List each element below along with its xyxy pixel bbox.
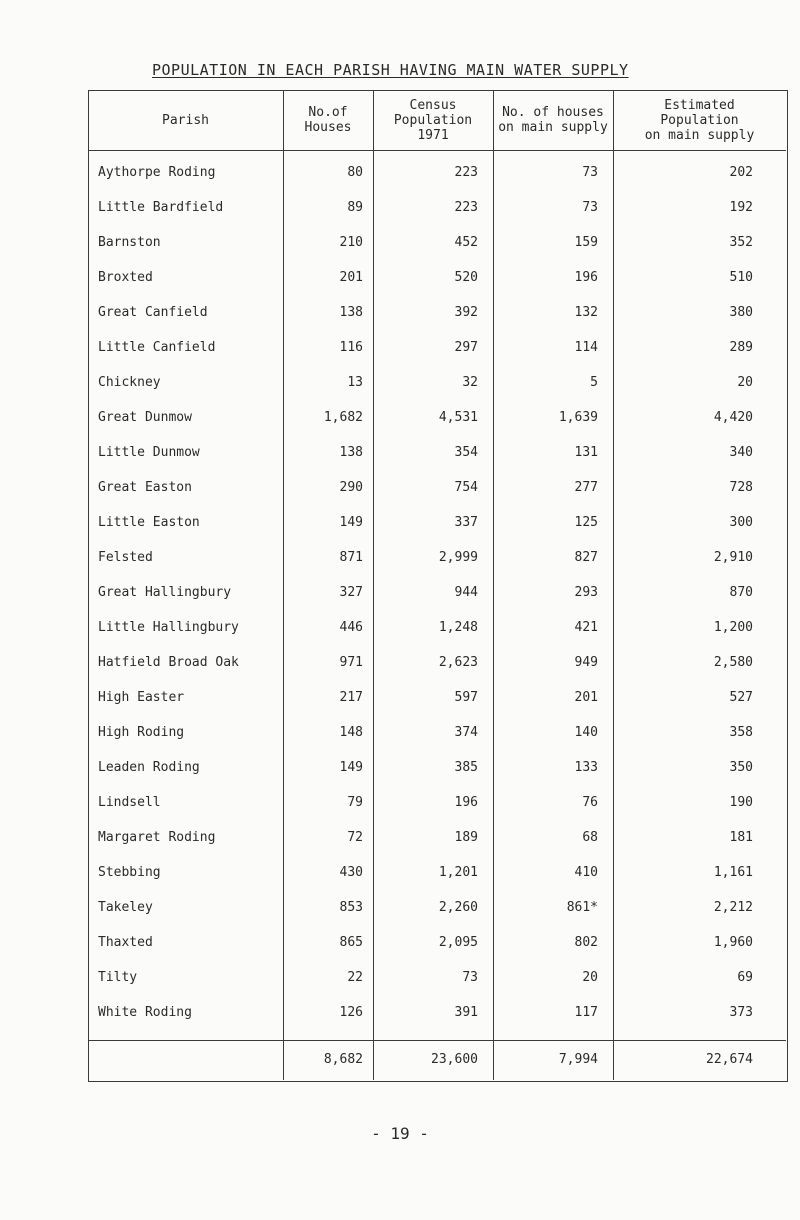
total-census: 23,600 bbox=[431, 1052, 478, 1067]
census-population: 2,623 bbox=[438, 655, 478, 670]
houses-on-main: 140 bbox=[574, 725, 598, 740]
header-houses-on-main bbox=[493, 90, 613, 150]
total-houses-on-main: 7,994 bbox=[558, 1052, 598, 1067]
parish-name: Little Canfield bbox=[98, 340, 216, 355]
estimated-population: 192 bbox=[729, 200, 753, 215]
house-count: 865 bbox=[339, 935, 363, 950]
house-count: 79 bbox=[347, 795, 363, 810]
parish-name: Stebbing bbox=[98, 865, 161, 880]
water-supply-table bbox=[88, 90, 788, 1090]
table-row bbox=[88, 228, 788, 258]
estimated-population: 870 bbox=[729, 585, 753, 600]
census-population: 223 bbox=[454, 165, 478, 180]
parish-name: High Roding bbox=[98, 725, 185, 740]
estimated-population: 181 bbox=[729, 830, 753, 845]
census-population: 391 bbox=[454, 1005, 478, 1020]
house-count: 217 bbox=[339, 690, 363, 705]
parish-name: High Easter bbox=[98, 690, 185, 705]
census-population: 385 bbox=[454, 760, 478, 775]
census-population: 196 bbox=[454, 795, 478, 810]
house-count: 89 bbox=[347, 200, 363, 215]
houses-on-main: 131 bbox=[574, 445, 598, 460]
table-row bbox=[88, 298, 788, 328]
house-count: 116 bbox=[339, 340, 363, 355]
estimated-population: 2,580 bbox=[713, 655, 753, 670]
header-houses-label: No.of Houses bbox=[304, 105, 352, 135]
parish-name: Barnston bbox=[98, 235, 161, 250]
houses-on-main: 421 bbox=[574, 620, 598, 635]
house-count: 149 bbox=[339, 760, 363, 775]
parish-name: Aythorpe Roding bbox=[98, 165, 216, 180]
census-population: 520 bbox=[454, 270, 478, 285]
header-houses bbox=[283, 90, 373, 150]
house-count: 1,682 bbox=[323, 410, 363, 425]
houses-on-main: 159 bbox=[574, 235, 598, 250]
houses-on-main: 73 bbox=[582, 200, 598, 215]
header-census bbox=[373, 90, 493, 150]
parish-name: Little Dunmow bbox=[98, 445, 200, 460]
houses-on-main: 132 bbox=[574, 305, 598, 320]
parish-name: Lindsell bbox=[98, 795, 161, 810]
table-row bbox=[88, 613, 788, 643]
total-estimated: 22,674 bbox=[706, 1052, 753, 1067]
table-row bbox=[88, 998, 788, 1028]
estimated-population: 358 bbox=[729, 725, 753, 740]
table-row bbox=[88, 403, 788, 433]
header-rule bbox=[88, 150, 786, 151]
parish-name: Little Hallingbury bbox=[98, 620, 239, 635]
estimated-population: 380 bbox=[729, 305, 753, 320]
census-population: 4,531 bbox=[438, 410, 478, 425]
houses-on-main: 5 bbox=[590, 375, 598, 390]
house-count: 853 bbox=[339, 900, 363, 915]
house-count: 80 bbox=[347, 165, 363, 180]
table-row bbox=[88, 368, 788, 398]
table-row bbox=[88, 473, 788, 503]
house-count: 13 bbox=[347, 375, 363, 390]
estimated-population: 69 bbox=[737, 970, 753, 985]
estimated-population: 728 bbox=[729, 480, 753, 495]
table-row bbox=[88, 263, 788, 293]
houses-on-main: 117 bbox=[574, 1005, 598, 1020]
house-count: 446 bbox=[339, 620, 363, 635]
house-count: 22 bbox=[347, 970, 363, 985]
table-row bbox=[88, 893, 788, 923]
parish-name: Great Hallingbury bbox=[98, 585, 232, 600]
parish-name: Broxted bbox=[98, 270, 153, 285]
table-row bbox=[88, 928, 788, 958]
census-population: 189 bbox=[454, 830, 478, 845]
estimated-population: 1,200 bbox=[713, 620, 753, 635]
house-count: 210 bbox=[339, 235, 363, 250]
header-census-label: Census Population 1971 bbox=[393, 97, 473, 143]
estimated-population: 1,960 bbox=[713, 935, 753, 950]
table-row bbox=[88, 648, 788, 678]
total-houses: 8,682 bbox=[323, 1052, 363, 1067]
houses-on-main: 73 bbox=[582, 165, 598, 180]
table-row bbox=[88, 438, 788, 468]
parish-name: Leaden Roding bbox=[98, 760, 200, 775]
header-parish-label: Parish bbox=[162, 112, 209, 128]
house-count: 72 bbox=[347, 830, 363, 845]
parish-name: Hatfield Broad Oak bbox=[98, 655, 239, 670]
census-population: 452 bbox=[454, 235, 478, 250]
parish-name: Margaret Roding bbox=[98, 830, 216, 845]
parish-name: Little Bardfield bbox=[98, 200, 224, 215]
header-parish bbox=[88, 90, 283, 150]
census-population: 597 bbox=[454, 690, 478, 705]
estimated-population: 300 bbox=[729, 515, 753, 530]
parish-name: Takeley bbox=[98, 900, 153, 915]
table-row bbox=[88, 333, 788, 363]
parish-name: White Roding bbox=[98, 1005, 192, 1020]
parish-name: Great Canfield bbox=[98, 305, 208, 320]
table-row bbox=[88, 858, 788, 888]
census-population: 2,260 bbox=[438, 900, 478, 915]
estimated-population: 190 bbox=[729, 795, 753, 810]
total-row bbox=[88, 1040, 788, 1080]
house-count: 327 bbox=[339, 585, 363, 600]
parish-name: Felsted bbox=[98, 550, 153, 565]
house-count: 430 bbox=[339, 865, 363, 880]
estimated-population: 340 bbox=[729, 445, 753, 460]
estimated-population: 510 bbox=[729, 270, 753, 285]
house-count: 138 bbox=[339, 445, 363, 460]
house-count: 149 bbox=[339, 515, 363, 530]
header-estimated bbox=[613, 90, 786, 150]
census-population: 1,248 bbox=[438, 620, 478, 635]
census-population: 754 bbox=[454, 480, 478, 495]
census-population: 374 bbox=[454, 725, 478, 740]
houses-on-main: 949 bbox=[574, 655, 598, 670]
houses-on-main: 277 bbox=[574, 480, 598, 495]
table-row bbox=[88, 193, 788, 223]
header-estimated-label: Estimated Population on main supply bbox=[644, 97, 755, 143]
houses-on-main: 114 bbox=[574, 340, 598, 355]
estimated-population: 373 bbox=[729, 1005, 753, 1020]
table-row bbox=[88, 753, 788, 783]
estimated-population: 2,212 bbox=[713, 900, 753, 915]
houses-on-main: 201 bbox=[574, 690, 598, 705]
census-population: 2,999 bbox=[438, 550, 478, 565]
table-row bbox=[88, 543, 788, 573]
house-count: 148 bbox=[339, 725, 363, 740]
census-population: 1,201 bbox=[438, 865, 478, 880]
houses-on-main: 1,639 bbox=[558, 410, 598, 425]
houses-on-main: 20 bbox=[582, 970, 598, 985]
houses-on-main: 410 bbox=[574, 865, 598, 880]
house-count: 971 bbox=[339, 655, 363, 670]
estimated-population: 350 bbox=[729, 760, 753, 775]
census-population: 2,095 bbox=[438, 935, 478, 950]
houses-on-main: 196 bbox=[574, 270, 598, 285]
parish-name: Thaxted bbox=[98, 935, 153, 950]
census-population: 73 bbox=[462, 970, 478, 985]
census-population: 944 bbox=[454, 585, 478, 600]
houses-on-main: 76 bbox=[582, 795, 598, 810]
estimated-population: 2,910 bbox=[713, 550, 753, 565]
estimated-population: 289 bbox=[729, 340, 753, 355]
page-title: POPULATION IN EACH PARISH HAVING MAIN WATER SUPPLY bbox=[152, 61, 629, 79]
census-population: 337 bbox=[454, 515, 478, 530]
houses-on-main: 133 bbox=[574, 760, 598, 775]
parish-name: Chickney bbox=[98, 375, 161, 390]
estimated-population: 4,420 bbox=[713, 410, 753, 425]
page-number: - 19 - bbox=[371, 1124, 429, 1143]
houses-on-main: 827 bbox=[574, 550, 598, 565]
estimated-population: 1,161 bbox=[713, 865, 753, 880]
house-count: 201 bbox=[339, 270, 363, 285]
houses-on-main: 802 bbox=[574, 935, 598, 950]
header-houses-on-main-label: No. of houses on main supply bbox=[498, 105, 608, 135]
census-population: 32 bbox=[462, 375, 478, 390]
census-population: 297 bbox=[454, 340, 478, 355]
table-row bbox=[88, 823, 788, 853]
estimated-population: 527 bbox=[729, 690, 753, 705]
house-count: 290 bbox=[339, 480, 363, 495]
house-count: 871 bbox=[339, 550, 363, 565]
house-count: 138 bbox=[339, 305, 363, 320]
houses-on-main: 293 bbox=[574, 585, 598, 600]
estimated-population: 202 bbox=[729, 165, 753, 180]
census-population: 354 bbox=[454, 445, 478, 460]
parish-name: Tilty bbox=[98, 970, 138, 985]
house-count: 126 bbox=[339, 1005, 363, 1020]
houses-on-main: 861* bbox=[566, 900, 598, 915]
table-row bbox=[88, 788, 788, 818]
estimated-population: 20 bbox=[737, 375, 753, 390]
table-row bbox=[88, 683, 788, 713]
houses-on-main: 68 bbox=[582, 830, 598, 845]
parish-name: Great Dunmow bbox=[98, 410, 192, 425]
parish-name: Little Easton bbox=[98, 515, 200, 530]
estimated-population: 352 bbox=[729, 235, 753, 250]
table-row bbox=[88, 963, 788, 993]
census-population: 223 bbox=[454, 200, 478, 215]
parish-name: Great Easton bbox=[98, 480, 192, 495]
table-row bbox=[88, 508, 788, 538]
table-row bbox=[88, 158, 788, 188]
table-row bbox=[88, 718, 788, 748]
census-population: 392 bbox=[454, 305, 478, 320]
houses-on-main: 125 bbox=[574, 515, 598, 530]
table-row bbox=[88, 578, 788, 608]
